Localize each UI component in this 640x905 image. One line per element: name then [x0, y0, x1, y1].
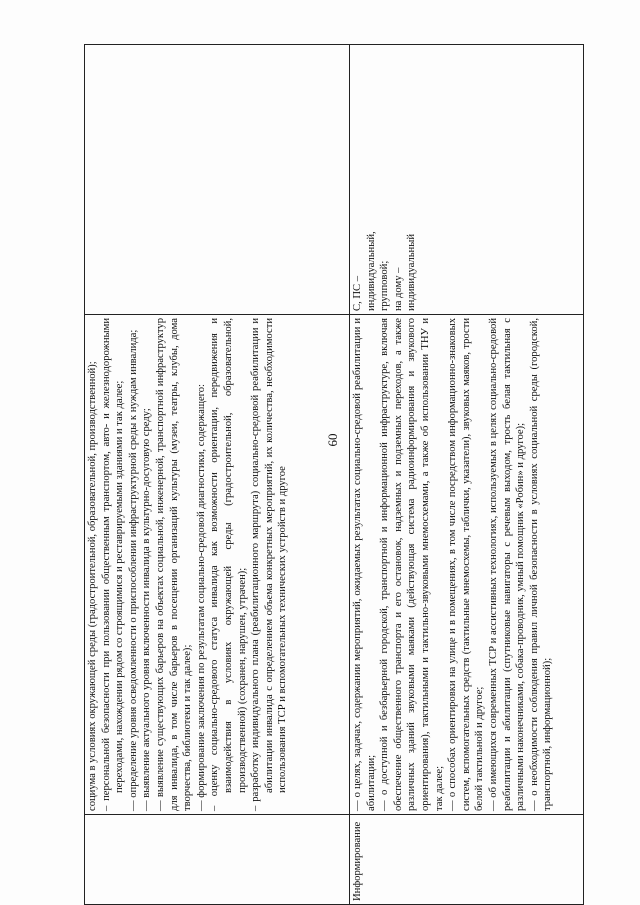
content-cell	[350, 315, 584, 815]
content-line: — о способах ориентировки на улице и в помещениях, в том числе посредством информационно-знаковых систем, вспомогательных средств (тактильные мнемосхемы, таблички, указатели), звуковых маяков, трости белой тактильной и другое;	[447, 318, 486, 811]
content-line: – разработку индивидуального плана (реабилитационного маршрута) социально-средовой реабилитации и абилитации инвалида с определением объема конкретных мероприятий, их количества, необходимости использования ТСР и вспомогательных технических устройств и другое	[250, 318, 289, 811]
content-line: — выявление существующих барьеров на объектах социальной, инженерной, транспортной инфраструктур для инвалида, в том числе барьеров в посещении организаций культуры (музеи, театры, клубы, дома творчества, библиотеки и так далее);	[154, 318, 194, 811]
content-cell	[85, 315, 350, 815]
content-line: – персональной безопасности при пользовании общественным транспортом, авто- и железнодорожными переходами, нахождении рядом со строящимися и реставрируемыми зданиями и так далее;	[100, 318, 126, 811]
section-cell	[85, 815, 350, 905]
table-row	[350, 45, 584, 905]
content-line: — определение уровня осведомленности о приспособлении инфраструктурной среды к нуждам инвалида;	[127, 329, 139, 811]
rotated-table-container	[84, 45, 579, 905]
content-line: — о доступной и безбарьерной городской, транспортной и информационной инфраструктуре, включая обеспечение общественного транспорта и его остановок, надземных и подземных переходов, а также различных зданий звуковыми маяками (действующая система радиоинформирования и звукового ориентирования), тактильными и тактильно-звуковыми мнемосхемами, а также об использовании ТНУ и так далее;	[379, 318, 445, 811]
page-number: 60	[325, 433, 340, 447]
modes-cell	[350, 45, 584, 315]
modes-cell	[85, 45, 350, 315]
content-line: — об имеющихся современных ТСР и ассистивных технологиях, используемых в целях социально-средовой реабилитации и абилитации (спутниковые навигаторы с речевым выходом, трость белая тактильная с различными наконечниками, собака-проводник, умный помощник «Робин» и другое);	[487, 318, 527, 811]
content-line: — формирование заключения по результатам социально-средовой диагностики, содержащего:	[195, 383, 207, 811]
table-row	[85, 45, 350, 905]
content-line: — выявление актуального уровня включенности инвалида в культурно-досуговую среду;	[141, 408, 153, 811]
content-line: — о необходимости соблюдения правил личной безопасности в условиях социальной среды (городской, транспортной, информационной);	[528, 318, 554, 811]
mode-line: на дому –	[392, 267, 404, 311]
mode-line: индивидуальный	[406, 234, 418, 311]
mode-line: групповой;	[379, 260, 391, 311]
content-line: социума в условиях окружающей среды (градостроительной, образовательной, производственной);	[87, 361, 98, 811]
section-cell: Информирование	[350, 815, 584, 905]
content-line: — о целях, задачах, содержании мероприятий, ожидаемых результатах социально-средовой реабилитации и абилитации;	[352, 318, 377, 811]
mode-line: индивидуальный,	[365, 231, 377, 311]
content-line: – оценку социально-средового статуса инвалида как возможности ориентации, передвижения и взаимодействия в условиях окружающей среды (градостроительной, образовательной, производственной) (сохранен, нарушен, утрачен);	[209, 318, 248, 811]
services-table	[84, 44, 584, 905]
mode-line: С, ПС –	[352, 275, 363, 311]
